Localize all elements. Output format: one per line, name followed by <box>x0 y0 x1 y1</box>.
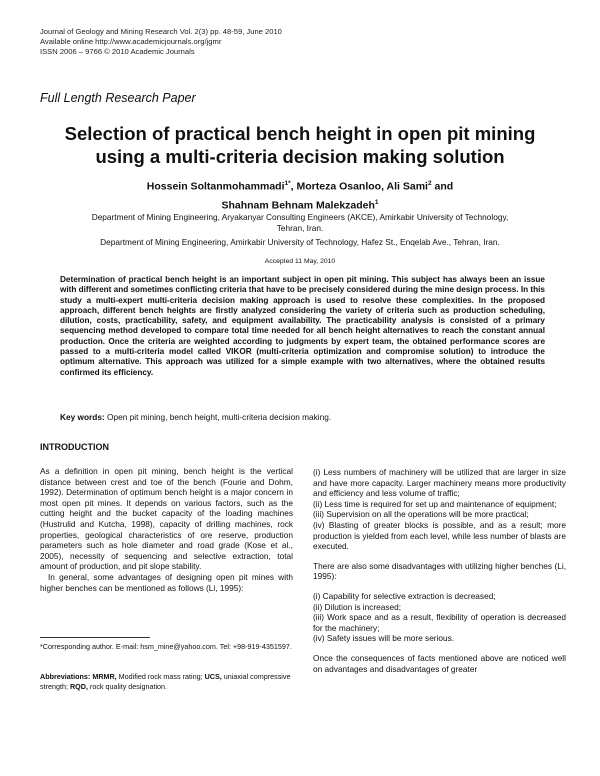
author-name: Shahnam Behnam Malekzadeh <box>221 199 375 211</box>
list-item: (iii) Work space and as a result, flexibility of operation is decreased for the machinery; <box>313 612 566 633</box>
affiliation-1-line-1: Department of Mining Engineering, Aryakanyar Consulting Engineers (AKCE), Amirkabir University of Technology, <box>91 212 509 222</box>
paragraph: As a definition in open pit mining, bench height is the vertical distance between crest and toe of the bench (Fourie and Dohm, 1992). Determination of optimum bench height is a major concern in most open pit mines. It depends on various factors, such as the cutting height and the bucket capacity of the loading machines (Hustrulid and Kutcha, 1998), capacity of drilling machines, rock properties, geological characteristics of ore reserve, production parameters such as hole diameter and road grade (Kose et al., 2005), necessity of sequencing and selective extraction, total amount of production, and pit slope stability. <box>40 466 293 572</box>
list-item: (iv) Safety issues will be more serious. <box>313 633 455 644</box>
abbreviations-label: Abbreviations: <box>40 672 91 681</box>
affiliation-1-line-2: Tehran, Iran. <box>276 223 324 233</box>
affiliation-mark: 2 <box>427 180 432 187</box>
journal-header <box>40 27 282 57</box>
journal-issn: ISSN 2006 – 9766 © 2010 Academic Journals <box>40 47 195 56</box>
keywords-text: Open pit mining, bench height, multi-criteria decision making. <box>104 412 332 422</box>
affiliation-mark: 1 <box>374 198 379 206</box>
list-item: (iii) Supervision on all the operations will be more practical; <box>313 509 529 520</box>
paragraph: Once the consequences of facts mentioned above are noticed well on advantages and disadvantages of greater <box>313 652 566 674</box>
corresponding-mark: * <box>288 180 291 187</box>
paragraph: There are also some disadvantages with utilizing higher benches (Li, 1995): <box>313 560 566 582</box>
abstract: Determination of practical bench height is an important subject in open pit mining. This subject has always been an issue with different and sometimes conflicting criteria that have to be precisely considered during the mine design process. In this study a multi-expert multi-criteria decision making approach is used to resolve these complexities. In the proposed approach, different bench heights are firstly analyzed considering the variety of criteria such as production scheduling, dilution, costs, practicability, safety, and equipment availability. The practicability analysis is consisted of a primary sequencing method developed to compare total time needed for all bench height alternatives to reach the constant annual production. Once the criteria are weighted according to judgments by expert team, the obtained performance scores are passed to a multi-criteria model called VIKOR (multi-criteria optimization and compromise solution) to introduce the optimum alternative. This approach was utilized for a simple example with two alternatives, where the obtained results confirmed its efficiency. <box>60 275 545 377</box>
author-connector: and <box>431 180 454 193</box>
journal-citation: Journal of Geology and Mining Research Vol. 2(3) pp. 48-59, June 2010 <box>40 27 282 36</box>
list-item: (i) Capability for selective extraction is decreased; <box>313 590 496 601</box>
abbreviation-desc: Modified rock mass rating; <box>116 672 205 681</box>
affiliation-mark: 1 <box>284 180 289 187</box>
right-column <box>313 467 566 674</box>
keywords-label: Key words: <box>60 412 105 422</box>
author-name: , Morteza Osanloo, Ali Sami <box>290 180 428 193</box>
list-item: (ii) Less time is required for set up and maintenance of equipment; <box>313 498 557 509</box>
paper-type: Full Length Research Paper <box>40 91 196 105</box>
affiliation-1 <box>40 212 560 234</box>
abbreviation-term: UCS, <box>204 672 222 681</box>
author-list <box>60 176 540 213</box>
left-column <box>40 466 293 593</box>
list-item: (iv) Blasting of greater blocks is possible, and as a result; more production is yielded from each level, while less number of blasts are executed. <box>313 519 566 552</box>
footnote-divider <box>40 637 150 638</box>
accepted-date: Accepted 11 May, 2010 <box>264 258 336 265</box>
abbreviation-term: MRMR, <box>92 672 117 681</box>
list-item: (ii) Dilution is increased; <box>313 601 402 612</box>
affiliation-2: Department of Mining Engineering, Amirkabir University of Technology, Hafez St., Enqelab Ave., Tehran, Iran. <box>100 237 500 247</box>
abbreviation-desc: uniaxial compressive strength; <box>40 672 291 691</box>
abbreviation-desc: rock quality designation. <box>87 681 168 691</box>
section-heading-introduction: INTRODUCTION <box>40 442 109 452</box>
title-line-1: Selection of practical bench height in open pit mining <box>64 123 536 144</box>
paper-title <box>30 122 570 168</box>
keywords <box>60 412 545 422</box>
paragraph: In general, some advantages of designing open pit mines with higher benches can be mentioned as follows (Li, 1995): <box>40 571 293 593</box>
corresponding-author-footnote: *Corresponding author. E-mail: hsm_mine@yahoo.com. Tel: +98-919-4351597. <box>40 642 292 651</box>
abbreviation-term: RQD, <box>69 681 88 691</box>
abbreviations <box>40 672 293 691</box>
list-item: (i) Less numbers of machinery will be utilized that are larger in size and have more capacity. Larger machinery means more productivity and efficiency and less volume of traffic; <box>313 467 566 499</box>
author-name: Hossein Soltanmohammadi <box>146 180 285 193</box>
title-line-2: using a multi-criteria decision making solution <box>95 146 505 167</box>
journal-url[interactable]: Available online http://www.academicjournals.org/jgmr <box>40 37 222 46</box>
